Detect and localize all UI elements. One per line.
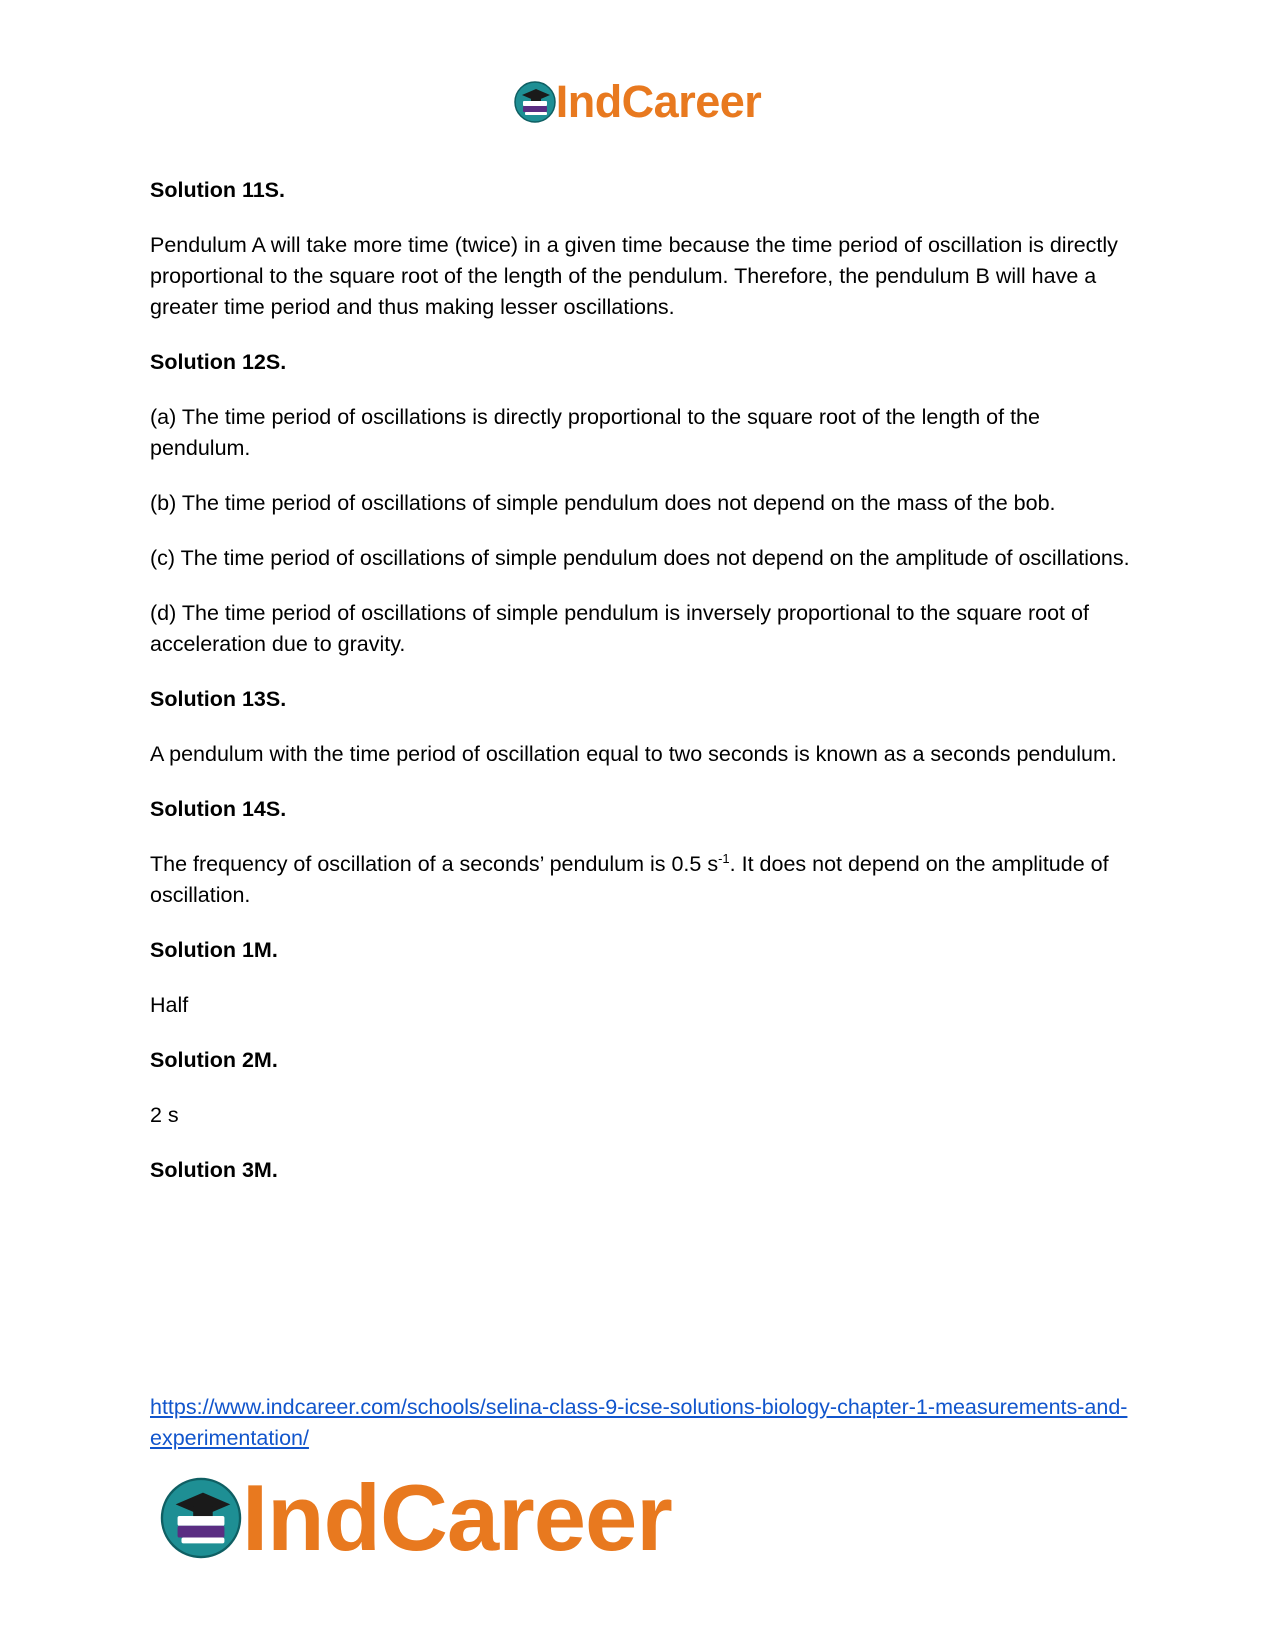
source-url-link[interactable]: https://www.indcareer.com/schools/selina-class-9-icse-solutions-biology-chapter-1-measurements-and-experimentation/ [150, 1395, 1128, 1450]
header-logo [0, 76, 1275, 128]
paragraph: 2 s [150, 1103, 179, 1127]
paragraph: (d) The time period of oscillations of simple pendulum is inversely proportional to the square root of acceleration due to gravity. [150, 601, 1089, 656]
solution-heading: Solution 11S. [150, 178, 285, 202]
paragraph: (a) The time period of oscillations is directly proportional to the square root of the length of the pendulum. [150, 405, 1040, 460]
solution-heading: Solution 12S. [150, 350, 287, 374]
paragraph [150, 849, 1130, 911]
paragraph-text: . It does not depend on the amplitude of oscillation. [150, 852, 1109, 907]
paragraph: Pendulum A will take more time (twice) in a given time because the time period of oscillation is directly proportional to the square root of the length of the pendulum. Therefore, the pendulum B will have a greater time period and thus making lesser oscillations. [150, 233, 1118, 319]
graduation-cap-book-icon [160, 1477, 242, 1559]
paragraph: (b) The time period of oscillations of simple pendulum does not depend on the mass of the bob. [150, 491, 1056, 515]
header-logo-text: IndCareer [555, 76, 762, 127]
solution-heading: Solution 2M. [150, 1048, 278, 1072]
paragraph: (c) The time period of oscillations of simple pendulum does not depend on the amplitude of oscillations. [150, 546, 1130, 570]
solution-heading: Solution 3M. [150, 1158, 278, 1182]
paragraph-text: The frequency of oscillation of a seconds’ pendulum is 0.5 s [150, 852, 719, 876]
solution-heading: Solution 14S. [150, 797, 287, 821]
graduation-cap-book-icon [514, 81, 556, 123]
superscript: -1 [718, 850, 730, 866]
solution-heading: Solution 1M. [150, 938, 278, 962]
paragraph: Half [150, 993, 189, 1017]
paragraph: A pendulum with the time period of oscillation equal to two seconds is known as a seconds pendulum. [150, 742, 1117, 766]
document-body [150, 175, 1130, 1210]
solution-heading: Solution 13S. [150, 687, 287, 711]
footer-logo [160, 1465, 672, 1570]
footer-logo-text: IndCareer [242, 1465, 672, 1570]
